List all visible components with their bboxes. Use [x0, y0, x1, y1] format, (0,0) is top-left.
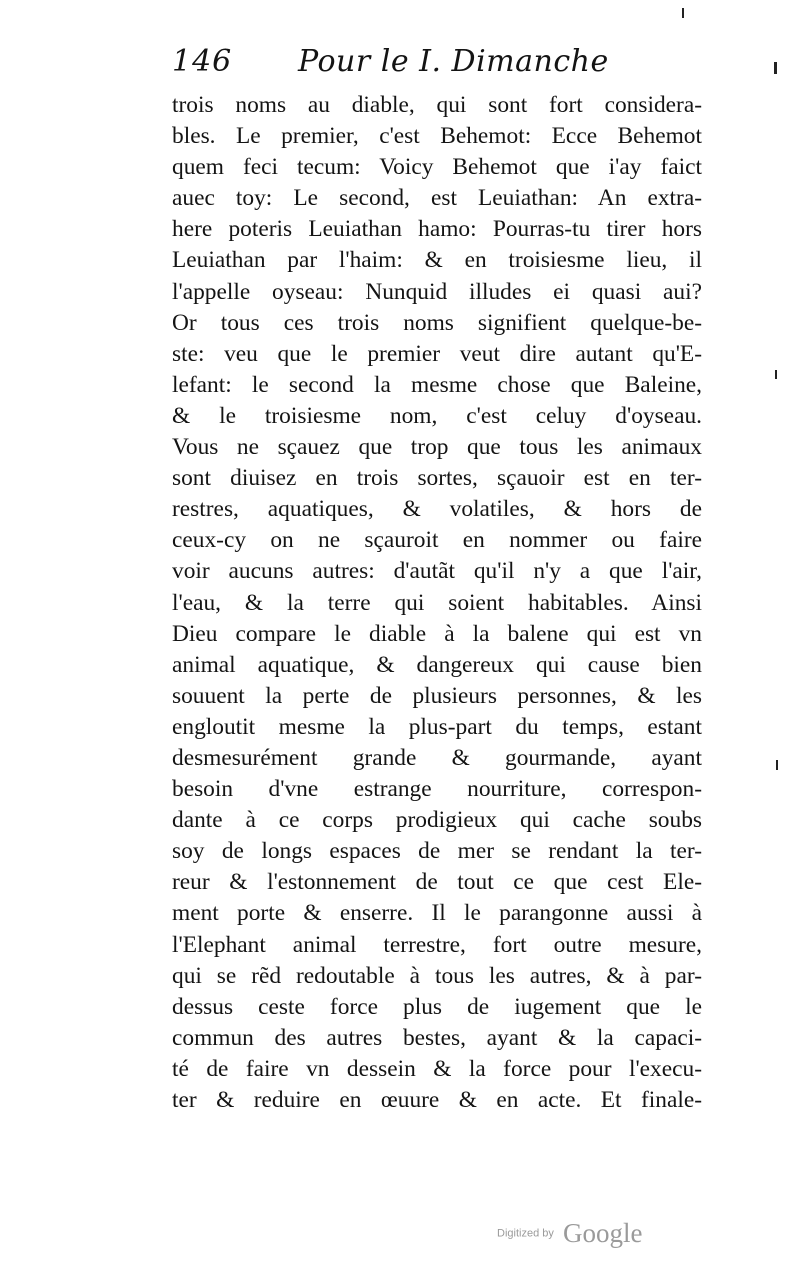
text-line: quem feci tecum: Voicy Behemot que i'ay faict	[172, 154, 702, 181]
scan-edge-mark	[775, 370, 777, 379]
text-line: soy de longs espaces de mer se rendant la ter-	[172, 838, 702, 865]
text-line: Or tous ces trois noms signifient quelque-be-	[172, 309, 702, 336]
text-line: bles. Le premier, c'est Behemot: Ecce Behemot	[172, 123, 702, 150]
text-line: dessus ceste force plus de iugement que le	[172, 993, 702, 1020]
scan-edge-mark	[776, 760, 778, 770]
text-line: restres, aquatiques, & volatiles, & hors de	[172, 496, 702, 523]
scan-edge-mark	[682, 8, 684, 18]
google-watermark	[497, 1218, 642, 1249]
text-line: ste: veu que le premier veut dire autant qu'E-	[172, 340, 702, 367]
text-line: souuent la perte de plusieurs personnes, & les	[172, 682, 702, 709]
page-number: 146	[172, 44, 233, 79]
text-line: Dieu compare le diable à la balene qui est vn	[172, 620, 702, 647]
scan-edge-mark	[774, 62, 777, 74]
text-line: lefant: le second la mesme chose que Baleine,	[172, 371, 702, 398]
text-line: sont diuisez en trois sortes, sçauoir est en ter-	[172, 465, 702, 492]
text-line: dante à ce corps prodigieux qui cache soubs	[172, 807, 702, 834]
text-line: Leuiathan par l'haim: & en troisiesme lieu, il	[172, 247, 702, 274]
text-line: animal aquatique, & dangereux qui cause bien	[172, 651, 702, 678]
text-line: ter & reduire en œuure & en acte. Et finale-	[172, 1087, 702, 1113]
text-line: reur & l'estonnement de tout ce que cest Ele-	[172, 869, 702, 896]
text-line: l'Elephant animal terrestre, fort outre mesure,	[172, 931, 702, 958]
text-line: besoin d'vne estrange nourriture, correspon-	[172, 776, 702, 803]
text-line: desmesurément grande & gourmande, ayant	[172, 744, 702, 771]
text-line: l'appelle oyseau: Nunquid illudes ei quasi aui?	[172, 278, 702, 305]
text-line: Vous ne sçauez que trop que tous les animaux	[172, 434, 702, 461]
running-head: Pour le I. Dimanche	[298, 44, 609, 79]
text-line: trois noms au diable, qui sont fort considera-	[172, 92, 702, 118]
text-line: qui se rẽd redoutable à tous les autres, & à par-	[172, 962, 702, 989]
text-line: ment porte & enserre. Il le parangonne aussi à	[172, 900, 702, 927]
text-line: té de faire vn dessein & la force pour l'execu-	[172, 1055, 702, 1082]
text-line: here poteris Leuiathan hamo: Pourras-tu tirer hors	[172, 216, 702, 243]
text-line: & le troisiesme nom, c'est celuy d'oyseau.	[172, 402, 702, 429]
text-line: voir aucuns autres: d'autãt qu'il n'y a que l'air,	[172, 558, 702, 585]
text-line: ceux-cy on ne sçauroit en nommer ou faire	[172, 527, 702, 554]
text-line: auec toy: Le second, est Leuiathan: An extra-	[172, 185, 702, 212]
body-text	[172, 90, 702, 1116]
text-line: l'eau, & la terre qui soient habitables. Ainsi	[172, 589, 702, 616]
digitized-by-label: Digitized by	[497, 1227, 554, 1240]
google-logo-text: Google	[562, 1218, 643, 1248]
text-line: engloutit mesme la plus-part du temps, estant	[172, 713, 702, 740]
text-line: commun des autres bestes, ayant & la capaci-	[172, 1024, 702, 1051]
